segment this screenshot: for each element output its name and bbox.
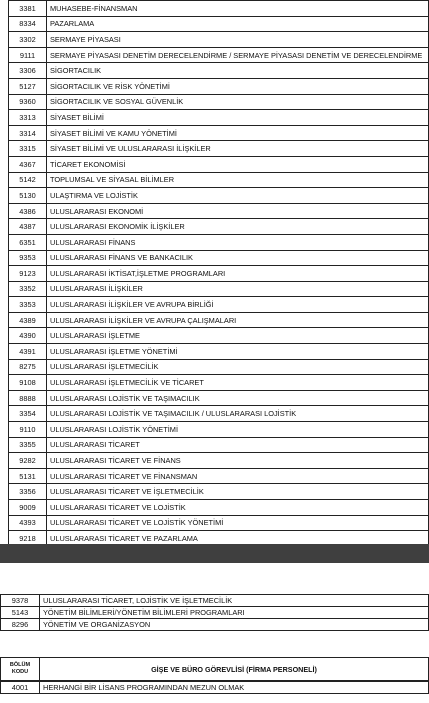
program-name-cell: ULUSLARARASI İŞLETME YÖNETİMİ — [47, 344, 429, 360]
program-code-cell: 4390 — [9, 328, 47, 344]
program-code-cell: 9110 — [9, 422, 47, 438]
program-name-cell: ULUSLARARASI TİCARET VE PAZARLAMA — [47, 531, 429, 547]
program-code-table-continued — [0, 594, 429, 631]
table-row — [1, 607, 429, 619]
program-name-cell: YÖNETİM BİLİMLERİ/YÖNETİM BİLİMLERİ PROGRAMLARI — [40, 607, 429, 619]
program-code-cell: 9009 — [9, 500, 47, 516]
program-name-cell: ULUSLARARASI TİCARET — [47, 437, 429, 453]
program-code-cell: 3354 — [9, 406, 47, 422]
table-row — [9, 125, 429, 141]
table-row — [9, 156, 429, 172]
program-name-cell: SİGORTACILIK VE RİSK YÖNETİMİ — [47, 78, 429, 94]
table-row — [9, 390, 429, 406]
table-row — [9, 328, 429, 344]
program-code-cell: 5130 — [9, 188, 47, 204]
program-code-cell: 9360 — [9, 94, 47, 110]
program-name-cell: ULUSLARARASI İKTİSAT,İŞLETME PROGRAMLARI — [47, 266, 429, 282]
table-row — [9, 484, 429, 500]
program-name-cell: TİCARET EKONOMİSİ — [47, 156, 429, 172]
program-name-cell: SİYASET BİLİMİ VE KAMU YÖNETİMİ — [47, 125, 429, 141]
table-row — [9, 47, 429, 63]
program-name-cell: ULUSLARARASI TİCARET VE FİNANS — [47, 453, 429, 469]
program-name-cell: ULUSLARARASI İLİŞKİLER VE AVRUPA ÇALIŞMALARI — [47, 312, 429, 328]
program-code-cell: 4391 — [9, 344, 47, 360]
program-name-cell: ULUSLARARASI TİCARET VE FİNANSMAN — [47, 468, 429, 484]
program-name-cell: ULAŞTIRMA VE LOJİSTİK — [47, 188, 429, 204]
table-row — [1, 619, 429, 631]
program-code-cell: 4386 — [9, 203, 47, 219]
table-row — [9, 188, 429, 204]
program-name-cell: ULUSLARARASI İLİŞKİLER VE AVRUPA BİRLİĞİ — [47, 297, 429, 313]
program-code-cell: 8275 — [9, 359, 47, 375]
requirement-table — [0, 681, 429, 694]
program-code-cell: 3381 — [9, 1, 47, 17]
table-row — [9, 437, 429, 453]
program-name-cell: ULUSLARARASI FİNANS VE BANKACILIK — [47, 250, 429, 266]
table-row — [9, 110, 429, 126]
program-name-cell: ULUSLARARASI İŞLETMECİLİK VE TİCARET — [47, 375, 429, 391]
program-code-cell: 3306 — [9, 63, 47, 79]
program-code-cell: 4389 — [9, 312, 47, 328]
section-header-table — [0, 657, 429, 681]
table-row — [9, 468, 429, 484]
program-code-cell: 4367 — [9, 156, 47, 172]
table-row — [9, 281, 429, 297]
table-row — [9, 375, 429, 391]
program-name-cell: HERHANGİ BİR LİSANS PROGRAMINDAN MEZUN OLMAK — [40, 682, 429, 694]
table-row — [1, 595, 429, 607]
program-code-cell: 3302 — [9, 32, 47, 48]
program-code-cell: 5131 — [9, 468, 47, 484]
table-row — [9, 250, 429, 266]
program-name-cell: SERMAYE PİYASASI DENETİM DERECELENDİRME / SERMAYE PİYASASI DENETİM VE DERECELENDİRME — [47, 47, 429, 63]
table-row — [9, 1, 429, 17]
program-code-cell: 5143 — [1, 607, 40, 619]
program-name-cell: ULUSLARARASI LOJİSTİK VE TAŞIMACILIK — [47, 390, 429, 406]
program-code-cell: 9218 — [9, 531, 47, 547]
column-header-code — [1, 658, 40, 681]
program-name-cell: SİYASET BİLİMİ VE ULUSLARARASI İLİŞKİLER — [47, 141, 429, 157]
program-name-cell: ULUSLARARASI TİCARET VE İŞLETMECİLİK — [47, 484, 429, 500]
table-row — [9, 94, 429, 110]
program-code-cell: 9123 — [9, 266, 47, 282]
table-row — [1, 682, 429, 694]
program-code-cell: 5142 — [9, 172, 47, 188]
program-name-cell: ULUSLARARASI TİCARET VE LOJİSTİK YÖNETİMİ — [47, 515, 429, 531]
table-row — [9, 312, 429, 328]
program-code-cell: 9108 — [9, 375, 47, 391]
program-name-cell: ULUSLARARASI İLİŞKİLER — [47, 281, 429, 297]
program-code-cell: 9353 — [9, 250, 47, 266]
program-code-cell: 5127 — [9, 78, 47, 94]
program-name-cell: SİGORTACILIK — [47, 63, 429, 79]
program-name-cell: ULUSLARARASI EKONOMİK İLİŞKİLER — [47, 219, 429, 235]
program-name-cell: SİYASET BİLİMİ — [47, 110, 429, 126]
table-row — [9, 297, 429, 313]
program-code-cell: 8334 — [9, 16, 47, 32]
program-code-cell: 3356 — [9, 484, 47, 500]
table-row — [9, 219, 429, 235]
program-code-cell: 8888 — [9, 390, 47, 406]
table-row — [9, 500, 429, 516]
program-code-table — [8, 0, 429, 547]
program-code-cell: 4001 — [1, 682, 40, 694]
program-code-cell: 9378 — [1, 595, 40, 607]
program-name-cell: ULUSLARARASI EKONOMİ — [47, 203, 429, 219]
program-code-cell: 3314 — [9, 125, 47, 141]
table-row — [9, 141, 429, 157]
table-row — [9, 422, 429, 438]
table-row — [9, 63, 429, 79]
program-code-cell: 3315 — [9, 141, 47, 157]
section-title: GİŞE VE BÜRO GÖREVLİSİ (FİRMA PERSONELİ) — [40, 658, 429, 681]
program-code-cell: 4393 — [9, 515, 47, 531]
program-name-cell: MUHASEBE-FİNANSMAN — [47, 1, 429, 17]
program-name-cell: ULUSLARARASI LOJİSTİK VE TAŞIMACILIK / ULUSLARARASI LOJİSTİK — [47, 406, 429, 422]
program-code-cell: 8296 — [1, 619, 40, 631]
program-name-cell: ULUSLARARASI TİCARET, LOJİSTİK VE İŞLETMECİLİK — [40, 595, 429, 607]
program-name-cell: TOPLUMSAL VE SİYASAL BİLİMLER — [47, 172, 429, 188]
table-row — [9, 172, 429, 188]
program-code-cell: 9111 — [9, 47, 47, 63]
program-code-cell: 9282 — [9, 453, 47, 469]
program-code-cell: 3355 — [9, 437, 47, 453]
program-name-cell: PAZARLAMA — [47, 16, 429, 32]
column-header-code-line2: KODU — [11, 669, 29, 675]
column-header-code-line1: BÖLÜM — [9, 662, 31, 668]
program-name-cell: SERMAYE PİYASASI — [47, 32, 429, 48]
program-name-cell: ULUSLARARASI LOJİSTİK YÖNETİMİ — [47, 422, 429, 438]
table-row — [9, 32, 429, 48]
program-code-cell: 3352 — [9, 281, 47, 297]
program-name-cell: ULUSLARARASI TİCARET VE LOJİSTİK — [47, 500, 429, 516]
table-row — [9, 266, 429, 282]
table-row — [9, 234, 429, 250]
program-code-cell: 3353 — [9, 297, 47, 313]
page-separator — [0, 544, 429, 563]
table-row — [9, 78, 429, 94]
table-row — [9, 515, 429, 531]
table-row — [9, 344, 429, 360]
program-code-cell: 4387 — [9, 219, 47, 235]
program-code-cell: 3313 — [9, 110, 47, 126]
program-name-cell: YÖNETİM VE ORGANİZASYON — [40, 619, 429, 631]
table-row — [9, 453, 429, 469]
program-name-cell: ULUSLARARASI FİNANS — [47, 234, 429, 250]
program-code-cell: 6351 — [9, 234, 47, 250]
program-name-cell: ULUSLARARASI İŞLETMECİLİK — [47, 359, 429, 375]
program-name-cell: ULUSLARARASI İŞLETME — [47, 328, 429, 344]
table-row — [9, 16, 429, 32]
table-row — [9, 406, 429, 422]
program-name-cell: SİGORTACILIK VE SOSYAL GÜVENLİK — [47, 94, 429, 110]
table-row — [9, 203, 429, 219]
table-row — [9, 359, 429, 375]
section-header-row — [1, 658, 429, 681]
